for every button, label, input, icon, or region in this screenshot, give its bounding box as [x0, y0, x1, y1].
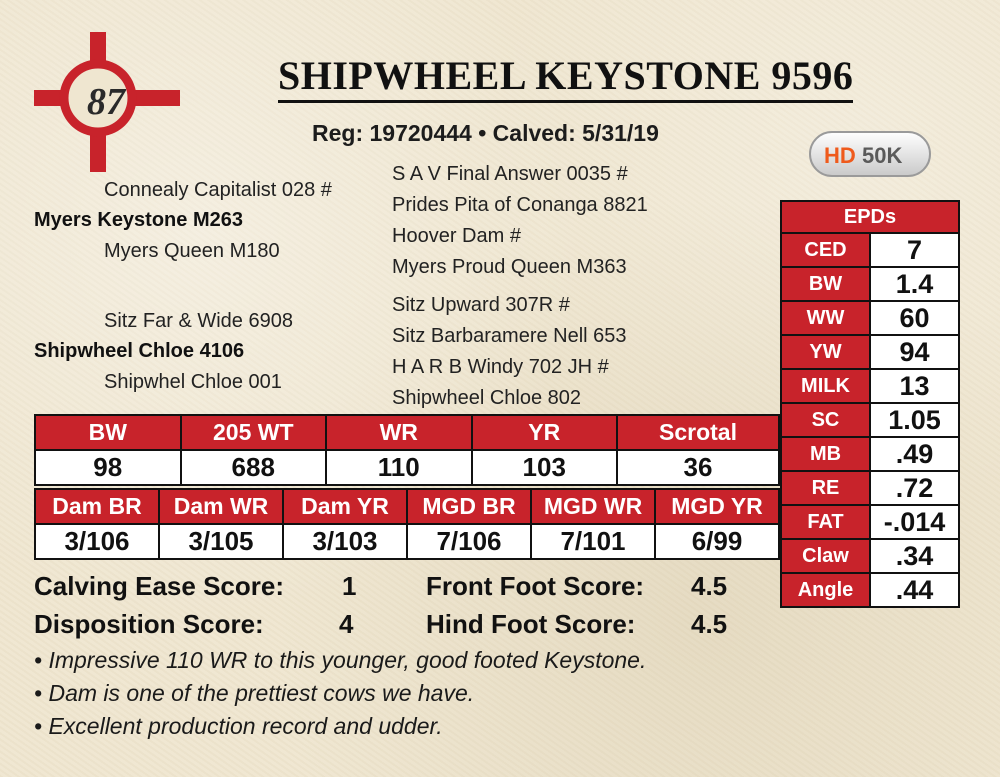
- bullet-icon: •: [34, 713, 49, 739]
- pedigree-ancestor: Sitz Upward 307R #: [392, 294, 570, 316]
- dam-record-value-row: [35, 524, 779, 559]
- pedigree-sire-sire: Connealy Capitalist 028 #: [104, 179, 332, 201]
- badge-50k-text: 50K: [862, 143, 903, 168]
- dam-record-value: 7/101: [531, 524, 655, 559]
- epd-row: [781, 369, 959, 403]
- epd-value: .34: [870, 539, 959, 573]
- dam-record-value: 3/103: [283, 524, 407, 559]
- note-text: Impressive 110 WR to this younger, good footed Keystone.: [48, 647, 647, 673]
- disposition-value: 4: [339, 609, 354, 639]
- pedigree-dam-dam: Shipwhel Chloe 001: [104, 371, 282, 393]
- performance-table: [34, 414, 780, 486]
- epd-label: Claw: [781, 539, 870, 573]
- performance-value: 98: [35, 450, 181, 485]
- epd-row: [781, 437, 959, 471]
- pedigree-ancestor: Shipwheel Chloe 802: [392, 387, 582, 409]
- lot-number: 87: [87, 81, 125, 123]
- epd-row: [781, 403, 959, 437]
- note-text: Dam is one of the prettiest cows we have.: [48, 680, 475, 706]
- epd-row: [781, 335, 959, 369]
- dam-record-value: 7/106: [407, 524, 531, 559]
- performance-header: WR: [326, 415, 472, 450]
- dam-record-header: MGD YR: [655, 489, 779, 524]
- epd-value: 60: [870, 301, 959, 335]
- performance-value: 688: [181, 450, 327, 485]
- pedigree-dam-sire: Sitz Far & Wide 6908: [104, 310, 293, 332]
- epd-value: 1.4: [870, 267, 959, 301]
- epd-label: CED: [781, 233, 870, 267]
- epd-table: [780, 200, 960, 608]
- hind-foot-label: Hind Foot Score:: [426, 609, 636, 639]
- dam-record-header: Dam WR: [159, 489, 283, 524]
- calving-ease-label: Calving Ease Score:: [34, 571, 284, 601]
- note-text: Excellent production record and udder.: [48, 713, 443, 739]
- registration-line: Reg: 19720444 • Calved: 5/31/19: [312, 120, 659, 146]
- performance-value: 103: [472, 450, 618, 485]
- pedigree-ancestor: Myers Proud Queen M363: [392, 256, 627, 278]
- pedigree-ancestor: Sitz Barbaramere Nell 653: [392, 325, 627, 347]
- note-item: [34, 713, 443, 740]
- epd-label: SC: [781, 403, 870, 437]
- epd-label: Angle: [781, 573, 870, 607]
- performance-header: YR: [472, 415, 618, 450]
- dam-record-header: MGD BR: [407, 489, 531, 524]
- pedigree-ancestor: Prides Pita of Conanga 8821: [392, 194, 648, 216]
- pedigree-dam: Shipwheel Chloe 4106: [34, 340, 245, 362]
- performance-value: 36: [617, 450, 779, 485]
- epd-label: MB: [781, 437, 870, 471]
- pedigree-sire: Myers Keystone M263: [34, 209, 243, 231]
- front-foot-value: 4.5: [691, 571, 728, 601]
- hind-foot-value: 4.5: [691, 609, 728, 639]
- dam-record-value: 6/99: [655, 524, 779, 559]
- performance-value: 110: [326, 450, 472, 485]
- calving-ease-value: 1: [342, 571, 357, 601]
- epd-value: .72: [870, 471, 959, 505]
- epd-row: [781, 233, 959, 267]
- dam-record-value: 3/106: [35, 524, 159, 559]
- performance-header-row: [35, 415, 779, 450]
- bullet-icon: •: [34, 647, 49, 673]
- epd-label: MILK: [781, 369, 870, 403]
- dam-record-value: 3/105: [159, 524, 283, 559]
- animal-name-title: SHIPWHEEL KEYSTONE 9596: [278, 52, 853, 103]
- pedigree-ancestor: S A V Final Answer 0035 #: [392, 163, 628, 185]
- epd-value: .44: [870, 573, 959, 607]
- front-foot-label: Front Foot Score:: [426, 571, 645, 601]
- epd-row: [781, 539, 959, 573]
- dam-record-header-row: [35, 489, 779, 524]
- epd-label: BW: [781, 267, 870, 301]
- note-item: [34, 647, 646, 674]
- dam-record-header: Dam YR: [283, 489, 407, 524]
- note-item: [34, 680, 474, 707]
- bullet-icon: •: [34, 680, 49, 706]
- performance-header: BW: [35, 415, 181, 450]
- pedigree-ancestor: Hoover Dam #: [392, 225, 521, 247]
- epd-label: FAT: [781, 505, 870, 539]
- disposition-label: Disposition Score:: [34, 609, 264, 639]
- epd-header: EPDs: [781, 201, 959, 233]
- epd-row: [781, 301, 959, 335]
- epd-label: WW: [781, 301, 870, 335]
- epd-row: [781, 471, 959, 505]
- epd-value: 7: [870, 233, 959, 267]
- performance-header: 205 WT: [181, 415, 327, 450]
- epd-value: -.014: [870, 505, 959, 539]
- epd-value: 94: [870, 335, 959, 369]
- dam-record-table: [34, 488, 780, 560]
- pedigree-ancestor: H A R B Windy 702 JH #: [392, 356, 609, 378]
- dam-record-header: MGD WR: [531, 489, 655, 524]
- performance-header: Scrotal: [617, 415, 779, 450]
- hd50k-logo-icon: [808, 126, 932, 182]
- performance-value-row: [35, 450, 779, 485]
- epd-label: YW: [781, 335, 870, 369]
- dam-record-header: Dam BR: [35, 489, 159, 524]
- pedigree-sire-dam: Myers Queen M180: [104, 240, 280, 262]
- epd-row: [781, 573, 959, 607]
- epd-label: RE: [781, 471, 870, 505]
- badge-hd-text: HD: [824, 143, 856, 168]
- epd-row: [781, 267, 959, 301]
- epd-value: 13: [870, 369, 959, 403]
- epd-value: .49: [870, 437, 959, 471]
- epd-value: 1.05: [870, 403, 959, 437]
- epd-row: [781, 505, 959, 539]
